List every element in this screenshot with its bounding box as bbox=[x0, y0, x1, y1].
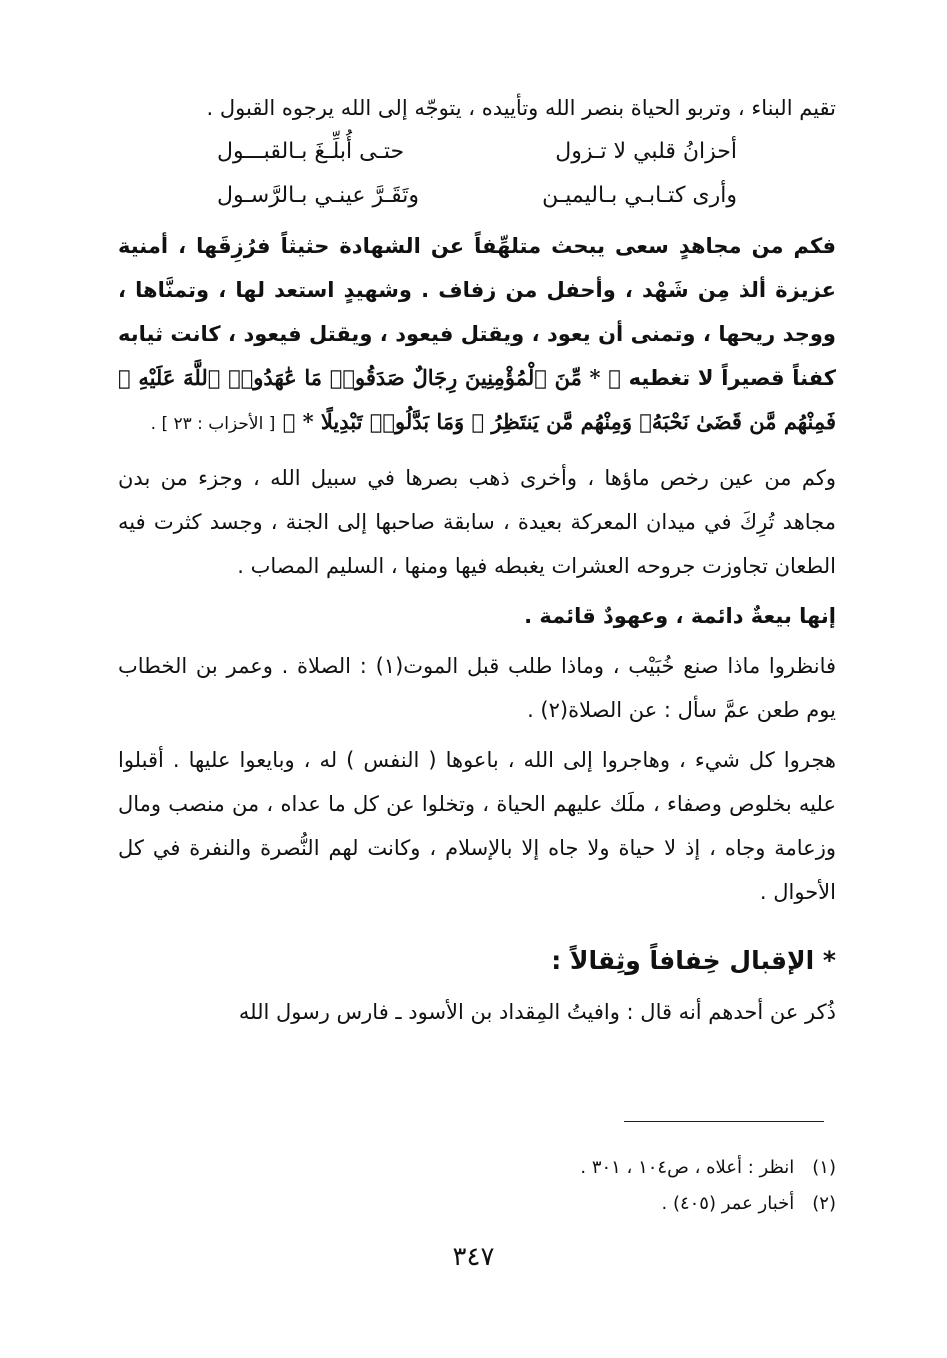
footnote-item bbox=[118, 1150, 836, 1186]
footnote-divider bbox=[624, 1121, 824, 1122]
page-body bbox=[118, 86, 836, 1034]
footnote-text: أخبار عمر (٤٠٥) . bbox=[661, 1193, 795, 1214]
footnote-item bbox=[118, 1186, 836, 1222]
paragraph-miqdad: ذُكر عن أحدهم أنه قال : وافيتُ المِقداد بن الأسود ـ فارس رسول الله bbox=[238, 1000, 836, 1024]
quran-verse: ﴿ * مِّنَ ٱلْمُؤْمِنِينَ رِجَالٌ صَدَقُوا۟ مَا عَٰهَدُوا۟ ٱللَّهَ عَلَيْهِ ۖ فَمِنْهُم مَّن قَضَىٰ نَحْبَهُۥ وَمِنْهُم مَّن يَنتَظِرُ ۖ وَمَا بَدَّلُوا۟ تَبْدِيلًا * ﴾ bbox=[118, 365, 836, 434]
section-heading: * الإقبال خِفافاً وثِقالاً : bbox=[551, 946, 836, 975]
footnotes bbox=[118, 1150, 836, 1222]
footnote-text: انظر : أعلاه ، ص١٠٤ ، ٣٠١ . bbox=[580, 1157, 795, 1178]
paragraph-intro: تقيم البناء ، وتربو الحياة بنصر الله وتأييده ، يتوجّه إلى الله يرجوه القبول . bbox=[206, 96, 836, 120]
verse-line bbox=[217, 174, 737, 218]
quran-reference: [ الأحزاب : ٢٣ ] . bbox=[150, 414, 276, 434]
paragraph-sacrifice: وكم من عين رخص ماؤها ، وأخرى ذهب بصرها في سبيل الله ، وجزء من بدن مجاهد تُرِكَ في ميدان المعركة بعيدة ، سابقة صاحبها إلى الجنة ، وجسد كثرت فيه الطعان تجاوزت جروحه العشرات يغبطه فيها ومنها ، السليم المصاب . bbox=[118, 466, 836, 578]
paragraph-pledge: إنها بيعةٌ دائمة ، وعهودٌ قائمة . bbox=[524, 604, 836, 628]
verse-hemistich-right: أحزانُ قلبي لا تـزول bbox=[555, 139, 737, 164]
paragraph-text: فكم من مجاهدٍ سعى يبحث متلهِّفاً عن الشهادة حثيثاً فرُزِقَها ، أمنية عزيزة ألذ مِن شَهْد ، وأحفل من زفاف . وشهيدٍ استعد لها ، وتمنَّاها ، ووجد ريحها ، وتمنى أن يعود ، ويقتل فيعود ، ويقتل فيعود ، كانت ثيابه كفناً قصيراً لا تغطيه bbox=[118, 234, 837, 390]
verse-line bbox=[217, 130, 737, 174]
footnote-number: (٢) bbox=[812, 1193, 836, 1214]
paragraph-martyrdom bbox=[118, 224, 836, 446]
page-number: ٣٤٧ bbox=[452, 1242, 495, 1272]
footnote-number: (١) bbox=[812, 1157, 836, 1178]
paragraph-khubayb: فانظروا ماذا صنع خُبَيْب ، وماذا طلب قبل الموت(١) : الصلاة . وعمر بن الخطاب يوم طعن عمَّ سأل : عن الصلاة(٢) . bbox=[118, 654, 837, 722]
verse-hemistich-left: وتَقَـرَّ عينـي بـالرَّسـول bbox=[217, 183, 419, 208]
verse-hemistich-right: وأرى كتـابـي بـاليميـن bbox=[542, 183, 737, 208]
poem-verse bbox=[217, 130, 737, 218]
verse-hemistich-left: حتـى أُبلِّـغَ بـالقبـــول bbox=[217, 139, 405, 164]
paragraph-migration: هجروا كل شيء ، وهاجروا إلى الله ، باعوها ( النفس ) له ، وبايعوا عليها . أقبلوا عليه بخلوص وصفاء ، ملَك عليهم الحياة ، وتخلوا عن كل ما عداه ، من منصب ومال وزعامة وجاه ، إذ لا حياة ولا جاه إلا بالإسلام ، وكانت لهم النُّصرة والنفرة في كل الأحوال . bbox=[118, 748, 836, 904]
